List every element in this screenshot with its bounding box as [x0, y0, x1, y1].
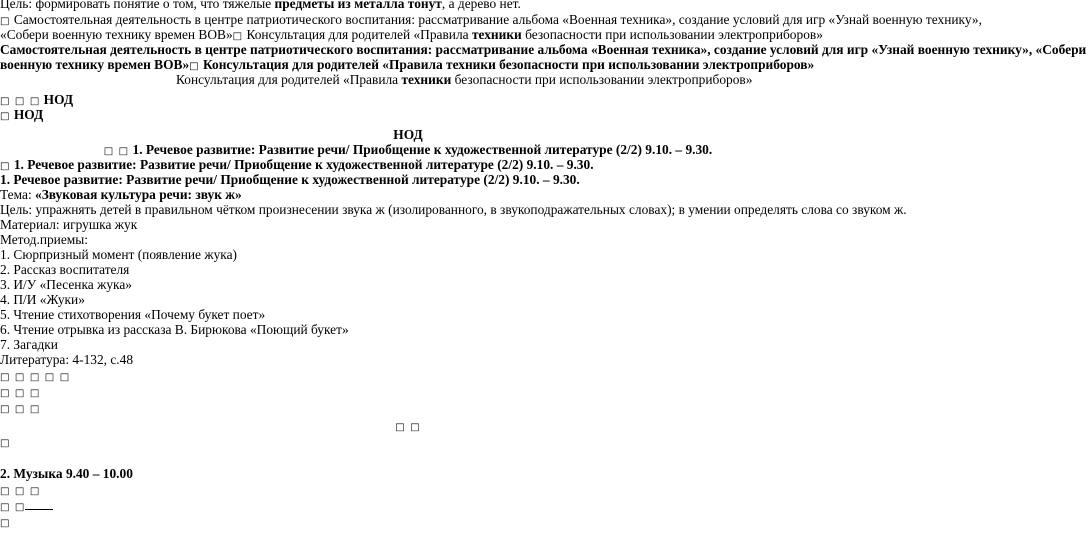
activity-line-2: «Собери военную технику времен ВОВ»□ Консультация для родителей «Правила техники безопасности при использовании электроприборов»: [0, 27, 823, 42]
method-item-3: 3. И/У «Песенка жука»: [0, 277, 132, 292]
method-item-5: 5. Чтение стихотворения «Почему букет поет»: [0, 307, 266, 322]
method-item-7: 7. Загадки: [0, 337, 58, 352]
nod-heading-centered: НОД: [393, 127, 423, 142]
missing-glyph-icon: □ □ □: [0, 404, 41, 415]
speech-lesson-centered: □ □ 1. Речевое развитие: Развитие речи/ Приобщение к художественной литературе (2/2) 9.10. – 9.30.: [103, 142, 713, 157]
method-item-1: 1. Сюрпризный момент (появление жука): [0, 247, 237, 262]
nod-heading-1: □ □ □ НОД: [0, 92, 74, 107]
glyph-row-4: [0, 434, 10, 451]
missing-glyph-icon: □: [0, 518, 11, 529]
goal-line-2: Цель: упражнять детей в правильном чётком произнесении звука ж (изолированного, в звукоподражательных словах); в умении определять слова со звуком ж.: [0, 202, 907, 217]
glyph-row-3: [0, 400, 40, 417]
missing-glyph-icon: □: [0, 16, 11, 27]
underline-rule: [25, 499, 53, 510]
glyph-row-2: [0, 384, 40, 401]
consultation-line: Консультация для родителей «Правила техники безопасности при использовании электроприборов»: [176, 72, 753, 87]
topic-line: Тема: «Звуковая культура речи: звук ж»: [0, 187, 242, 202]
literature-line: Литература: 4-132, с.48: [0, 352, 134, 367]
missing-glyph-icon: □: [0, 111, 11, 122]
missing-glyph-icon: □: [189, 61, 200, 72]
glyph-centered: [0, 418, 816, 435]
activity-bold-line-1: Самостоятельная деятельность в центре патриотического воспитания: рассматривание альбома «Военная техника», создание условий для игр «Узнай военную технику», «Собери: [0, 42, 1086, 57]
missing-glyph-icon: □ □ □: [0, 388, 41, 399]
activity-bold-line-2: военную технику времен ВОВ»□ Консультация для родителей «Правила техники безопасности при использовании электроприборов»: [0, 57, 815, 72]
missing-glyph-icon: □ □ □ □ □: [0, 372, 71, 383]
speech-lesson-line-2: 1. Речевое развитие: Развитие речи/ Приобщение к художественной литературе (2/2) 9.10. – 9.30.: [0, 172, 580, 187]
method-item-6: 6. Чтение отрывка из рассказа В. Бирюкова «Поющий букет»: [0, 322, 349, 337]
glyph-row-7: [0, 514, 10, 531]
activity-line-1: □ Самостоятельная деятельность в центре патриотического воспитания: рассматривание альбома «Военная техника», создание условий для игр «Узнай военную технику»,: [0, 12, 982, 27]
glyph-row-1: [0, 368, 70, 385]
missing-glyph-icon: □ □ □: [0, 96, 41, 107]
missing-glyph-icon: □: [0, 438, 11, 449]
missing-glyph-icon: □: [232, 31, 244, 42]
methods-heading: Метод.приемы:: [0, 232, 88, 247]
speech-lesson-line-1: □ 1. Речевое развитие: Развитие речи/ Приобщение к художественной литературе (2/2) 9.10. – 9.30.: [0, 157, 594, 172]
missing-glyph-icon: □ □: [103, 146, 130, 157]
missing-glyph-icon: □ □ □: [0, 486, 41, 497]
material-line: Материал: игрушка жук: [0, 217, 138, 232]
glyph-row-6: [0, 498, 53, 515]
glyph-row-5: [0, 482, 40, 499]
missing-glyph-icon: □: [0, 161, 11, 172]
nod-heading-2: □ НОД: [0, 107, 44, 122]
missing-glyph-icon: □ □: [0, 502, 26, 513]
method-item-4: 4. П/И «Жуки»: [0, 292, 85, 307]
method-item-2: 2. Рассказ воспитателя: [0, 262, 130, 277]
goal-line: Цель: формировать понятие о том, что тяжелые предметы из металла тонут, а дерево нет.: [0, 0, 521, 11]
missing-glyph-icon: □ □: [395, 422, 421, 433]
music-lesson-line: 2. Музыка 9.40 – 10.00: [0, 466, 133, 481]
